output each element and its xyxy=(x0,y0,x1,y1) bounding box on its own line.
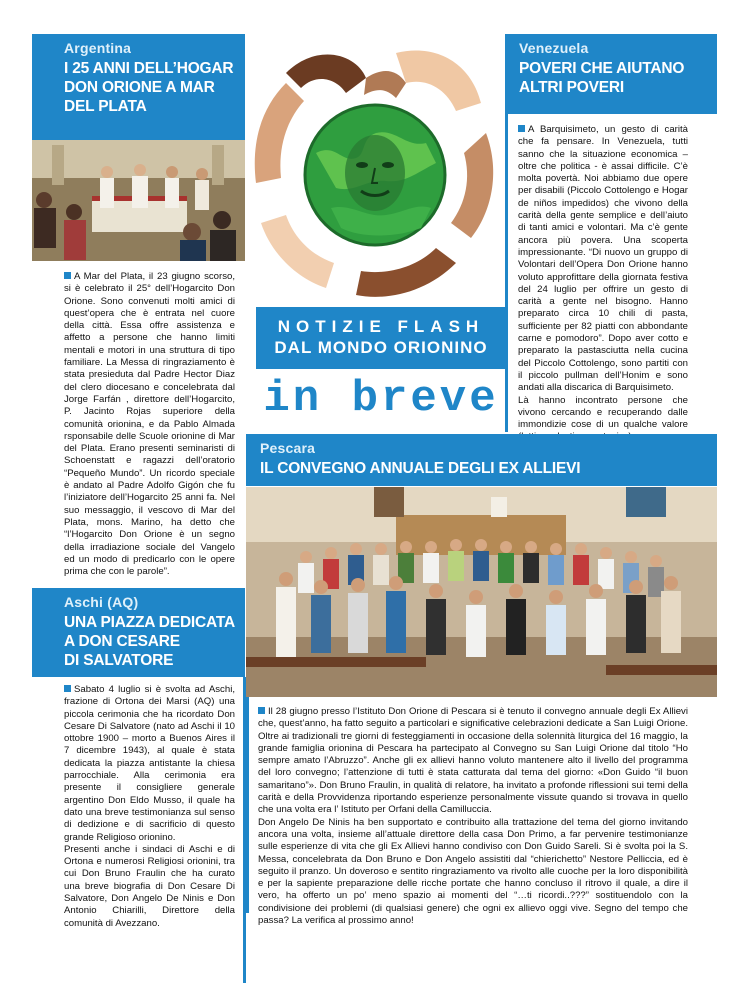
aschi-body-p2: Presenti anche i sindaci di Aschi e di Ortona e numerosi Religiosi orionini, tra cui Don Bruno Fraulin che ha curato una breve biografia di Don Cesare Di Salvatore, Don Angelo De Ninis e Don Antonio Chiarilli, Direttore della comunità di Avezzano. xyxy=(64,843,235,929)
aschi-header xyxy=(32,588,245,677)
venezuela-body-p2: Là hanno incontrato persone che vivono cercando e recuperando dalle immondizie cose di un qualche valore xyxy=(518,394,688,431)
pescara-photo xyxy=(246,487,717,697)
venezuela-title-line1: POVERI CHE AIUTANO xyxy=(519,60,685,77)
aschi-body xyxy=(64,684,235,930)
argentina-photo xyxy=(32,140,245,261)
pescara-body xyxy=(258,706,688,927)
bullet-square-icon xyxy=(518,125,525,132)
pescara-side-rule xyxy=(246,697,249,913)
venezuela-header xyxy=(505,34,717,114)
venezuela-place: Venezuela xyxy=(519,40,589,56)
venezuela-title-line2: ALTRI POVERI xyxy=(519,79,624,96)
pescara-place: Pescara xyxy=(260,440,316,456)
argentina-header xyxy=(32,34,245,140)
masthead-band xyxy=(256,307,506,369)
pescara-header xyxy=(246,434,717,486)
aschi-title-line2: A DON CESARE xyxy=(64,633,180,650)
venezuela-side-rule xyxy=(505,114,508,432)
masthead-line1: NOTIZIE FLASH xyxy=(277,317,485,336)
pescara-body-p2: Don Angelo De Ninis ha ben supportato e contribuito alla trattazione del tema del giorno invitando ancora una volta, insieme all’attuale direttore della casa Don Primo, a far pervenire testimonianze sulle esperienze di vita che gli Ex Allievi hanno condiviso con Don Guido Sareli. Si è svolta poi la S. Messa, concelebrata da Don Bruno e Don Angelo assistiti dal “chierichetto” Nestore Pelliccia, ed è seguito il pranzo. Un doveroso e sentito ringraziamento va rivolto alle cuoche per la loro disponibilità e per la sapiente preparazione delle ricche portate che hanno concluso il ritrovo il quale, a dire il vero, ha offerto un po’ meno spazio ai momenti del “…ti ricordi..???” sostituendolo con la condivisione dei problemi (di qualsiasi genere) che ogni ex allievo oggi vive. Segno del tempo che passa? La verifica al prossimo anno! xyxy=(258,816,688,927)
aschi-place: Aschi (AQ) xyxy=(64,594,139,610)
masthead-line2: DAL MONDO ORIONINO xyxy=(274,338,488,357)
masthead-image xyxy=(246,33,504,306)
argentina-place: Argentina xyxy=(64,40,132,56)
masthead-in-breve: in breve xyxy=(263,374,499,424)
bullet-square-icon xyxy=(64,685,71,692)
aschi-body-p1: Sabato 4 luglio si è svolta ad Aschi, frazione di Ortona dei Marsi (AQ) una piccola cerimonia che ha ricordato Don Cesare Di Salvatore (nato ad Aschi il 10 ottobre 1900 – morto a Buenos Aires il 7 dicembre 1943), al quale è stata dedicata la piazza antistante la chiesa parrocchiale. Alla cerimonia era presente il consigliere generale argentino Don Eldo Musso, il quale ha dato una breve testimonianza sul senso di dedizione e di sacrificio di questo grande Religioso orionino. xyxy=(64,684,235,843)
pescara-body-p1: Il 28 giugno presso l’Istituto Don Orione di Pescara si è tenuto il convegno annuale degli Ex Allievi che, quest’anno, ha fatto seguito a particolari e significative celebrazioni dedicate a San Luigi Orione. Oltre ai tradizionali tre giorni di festeggiamenti in occasione della solennità liturgica del 16 maggio, la grande famiglia orionina di Pescara ha partecipato al Convegno su San Luigi Orione dal titolo “Ho sempre amato l’Abruzzo”. Anche gli ex allievi hanno voluto mantenere alto il livello del programma del loro convegno; l’attenzione di tutti è stata catturata dal tema del giorno: «Don Guido “il buon samaritano”». Don Bruno Fraulin, in qualità di relatore, ha invitato a profonde riflessioni sui temi della carità e della Provvidenza riportando esperienze personalmente vissute quando si trovava in quello che una volta era l’ Istituto per Orfani della Camilluccia. xyxy=(258,706,688,816)
mass-scene-illustration xyxy=(32,140,245,261)
bullet-square-icon xyxy=(64,272,71,279)
aschi-title-line1: UNA PIAZZA DEDICATA xyxy=(64,614,235,631)
argentina-title-line1: I 25 ANNI DELL’HOGAR xyxy=(64,60,234,77)
venezuela-body xyxy=(518,124,688,444)
argentina-title-line2: DON ORIONE A MAR xyxy=(64,79,215,96)
group-photo-illustration xyxy=(246,487,717,697)
argentina-body xyxy=(64,271,235,578)
pescara-title: IL CONVEGNO ANNUALE DEGLI EX ALLIEVI xyxy=(260,460,581,477)
aschi-title-line3: DI SALVATORE xyxy=(64,652,174,669)
venezuela-body-p1: A Barquisimeto, un gesto di carità che fa pensare. In Venezuela, tutti sanno che la situazione economica – oltre che politica - è assai difficile. C’è molta povertà. Noi abbiamo due opere per disabili (Piccolo Cottolengo e Hogar de niños impedidos) che vivono della carità della gente semplice e dell’aiuto di tanti amici e volontari. Ma c’è gente ancora più povera. Una scoperta impressionante. “Di nuovo un gruppo di Volontari dell’Opera Don Orione hanno voluto approfittare della giornata festiva del 24 luglio per offrire un gesto di carità a gente nel bisogno. Hanno preparato circa 10 chili di pasta, sufficiente per 82 piatti con abbondante carne e pomodoro”. Dopo aver cotto e preparato la pastasciutta nella cucina del Piccolo Cottolengo, sono partiti con il piccolo pullman dell’Honim e sono andati alla discarica di Barquisimeto. xyxy=(518,124,688,394)
argentina-title-line3: DEL PLATA xyxy=(64,98,147,115)
argentina-body-text: A Mar del Plata, il 23 giugno scorso, si è celebrato il 25° dell’Hogarcito Don Orione. Sono convenuti molti amici di quest’opera che è entrata nel cuore della città. Essa offre assistenza e affetto a persone che hanno limiti mentali e motori in una struttura di tipo familiare. La Messa di ringraziamento è stata presieduta dal Padre Hector Diaz del clero diocesano e concelebrata dal Jorge Farfán , direttore dell’Hogarcito, P. Jacinto Rojas superiore della comunità orionina, e da Pablo Almada rsponsabile delle Scuole orionine di Mar del Plata. Erano presenti seminaristi di Schoenstatt e ragazzi dell’oratorio “Pequeño Mundo”. Un ricordo speciale è andato al Padre Adolfo Gigón che fu l’iniziatore dell’Hogarcito 25 anni fa. Nel suo messaggio, il vescovo di Mar del Plata, mons. Marino, ha detto che “l’Hogarcito Don Orione è un segno della irradiazione sociale del Vangelo ed un modo di predicarlo con le opere prima che con le parole”. xyxy=(64,271,235,578)
bullet-square-icon xyxy=(258,707,265,714)
hands-globe-illustration xyxy=(246,33,504,306)
